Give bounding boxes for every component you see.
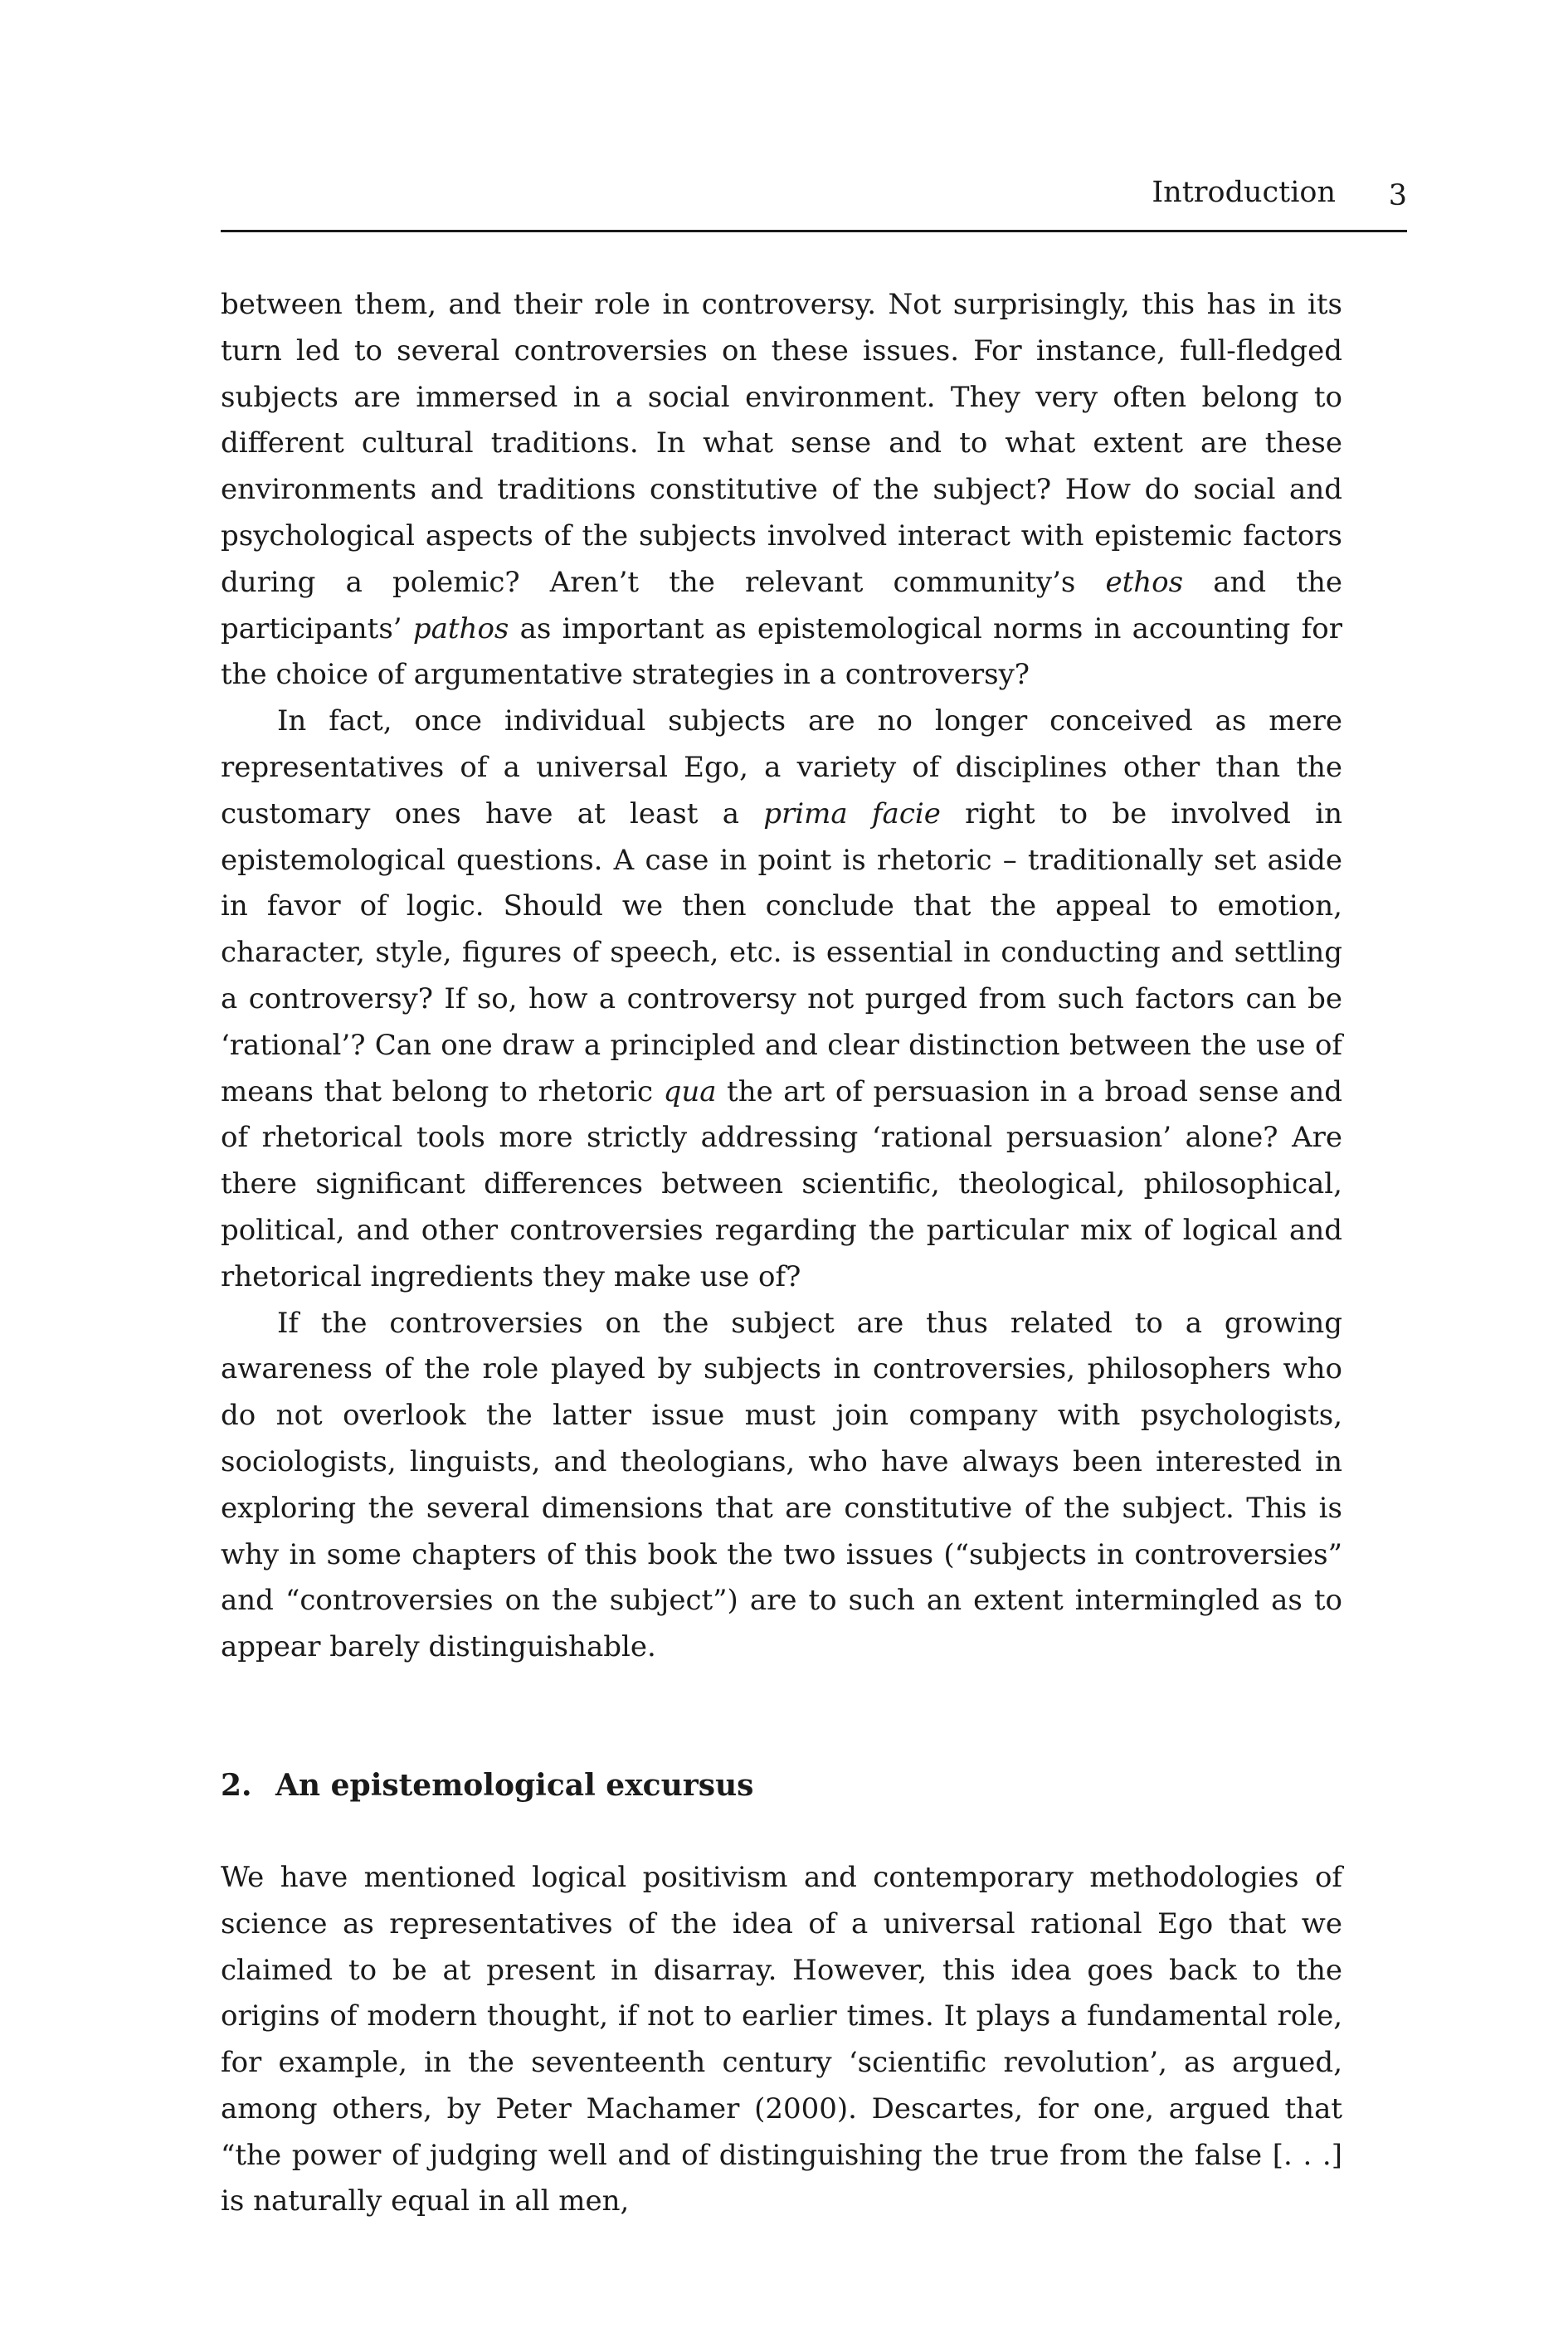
paragraph-1-part-3: as important as epistemological norms in accounting for the choice of argumentative strategies in a controversy?	[221, 611, 1343, 692]
section-title: An epistemological excursus	[275, 1767, 754, 1803]
paragraph-3: If the controversies on the subject are thus related to a growing awareness of the role played by subjects in controversies, philosophers who do not overlook the latter issue must join company with psychologists, sociologists, linguists, and theologians, who have always been interested in exploring the several dimensions that are constitutive of the subject. This is why in some chapters of this book the two issues (“subjects in controversies” and “controversies on the subject”) are to such an extent intermingled as to appear barely distinguishable.	[221, 1306, 1342, 1664]
paragraph-2-italic-qua: qua	[663, 1074, 717, 1108]
section-number: 2.	[221, 1767, 252, 1803]
body-text	[221, 282, 1342, 2225]
paragraph-2-part-1: In fact, once individual subjects are no longer conceived as mere representatives of a universal Ego, a variety of disciplines other than the customary ones have at least a	[221, 704, 1342, 830]
paragraph-1-italic-ethos: ethos	[1105, 565, 1184, 599]
running-head: Introduction	[1152, 176, 1336, 209]
paragraph-4: We have mentioned logical positivism and contemporary methodologies of science as representatives of the idea of a universal rational Ego that we claimed to be at present in disarray. However, this idea goes back to the origins of modern thought, if not to earlier times. It plays a fundamental role, for example, in the seventeenth century ‘scientific revolution’, as argued, among others, by Peter Machamer (2000). Descartes, for one, argued that “the power of judging well and of distinguishing the true from the false [. . .] is naturally equal in all men,	[221, 1860, 1342, 2218]
paragraph-1-part-2: and the participants’	[221, 565, 1342, 645]
paragraph-2-part-3: the art of persuasion in a broad sense and of rhetorical tools more strictly addressing ‘rational persuasion’ alone? Are there significant differences between scientific, theological, philosophical, political, and other controversies regarding the particular mix of logical and rhetorical ingredients they make use of?	[221, 1074, 1343, 1293]
paragraph-2-part-2: right to be involved in epistemological questions. A case in point is rhetoric – traditionally set aside in favor of logic. Should we then conclude that the appeal to emotion, character, style, figures of speech, etc. is essential in conducting and settling a controversy? If so, how a controversy not purged from such factors can be ‘rational’? Can one draw a principled and clear distinction between the use of means that belong to rhetoric	[221, 796, 1343, 1108]
paragraph-1-italic-pathos: pathos	[412, 611, 509, 645]
paragraph-1	[221, 282, 1342, 699]
paragraph-1-part-1: between them, and their role in controversy. Not surprisingly, this has in its turn led to several controversies on these issues. For instance, full-fledged subjects are immersed in a social environment. They very often belong to different cultural traditions. In what sense and to what extent are these environments and traditions constitutive of the subject? How do social and psychological aspects of the subjects involved interact with epistemic factors during a polemic? Aren’t the relevant community’s	[221, 288, 1342, 599]
paragraph-2	[221, 699, 1342, 1300]
paragraph-2-italic-prima-facie: prima facie	[763, 796, 941, 830]
page-header	[221, 170, 1407, 232]
section-heading	[221, 1762, 1342, 1809]
page-number: 3	[1388, 179, 1407, 212]
